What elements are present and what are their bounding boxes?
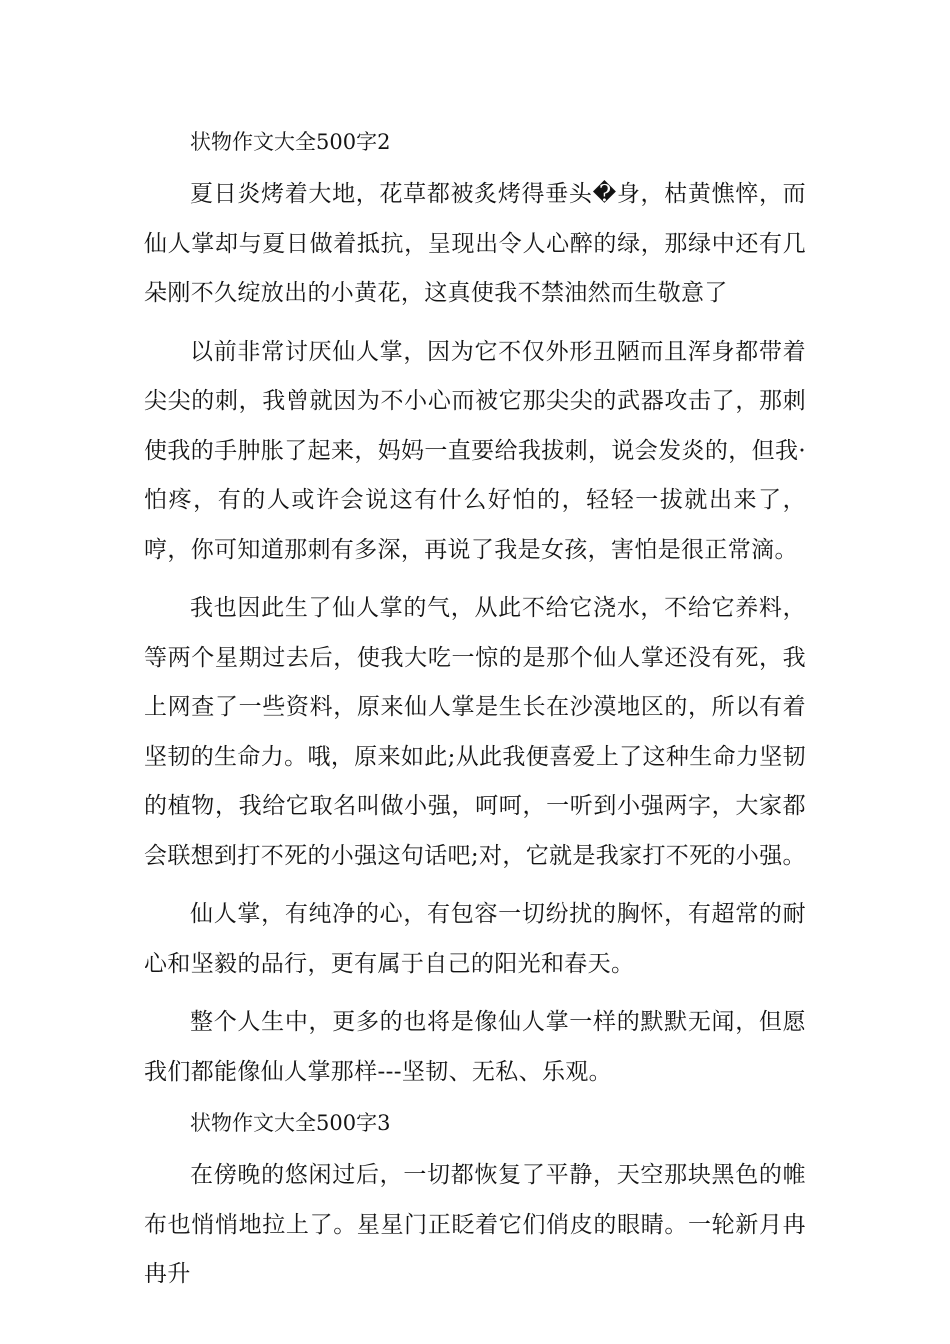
paragraph: 以前非常讨厌仙人掌，因为它不仅外形丑陋而且浑身都带着尖尖的刺，我曾就因为不小心而被它那尖尖的武器攻击了，那刺使我的手肿胀了起来，妈妈一直要给我拔刺，说会发炎的，但我·怕疼，有的人或许会说这有什么好怕的，轻轻一拔就出来了，哼，你可知道那刺有多深，再说了我是女孩，害怕是很正常滴。	[144, 338, 806, 563]
paragraph: 我也因此生了仙人掌的气，从此不给它浇水，不给它养料，等两个星期过去后，使我大吃一惊的是那个仙人掌还没有死，我上网查了一些资料，原来仙人掌是生长在沙漠地区的，所以有着坚韧的生命力。哦，原来如此;从此我便喜爱上了这种生命力坚韧的植物，我给它取名叫做小强，呵呵，一听到小强两字，大家都会联想到打不死的小强这句话吧;对，它就是我家打不死的小强。	[144, 595, 806, 869]
article-body	[144, 130, 806, 1300]
paragraph: 整个人生中，更多的也将是像仙人掌一样的默默无闻，但愿我们都能像仙人掌那样---坚韧、无私、乐观。	[144, 1009, 806, 1085]
paragraph: 夏日炎烤着大地，花草都被炙烤得垂头�身，枯黄憔悴，而仙人掌却与夏日做着抵抗，呈现出令人心醉的绿，那绿中还有几朵刚不久绽放出的小黄花，这真使我不禁油然而生敬意了	[144, 181, 806, 306]
section-heading-2: 状物作文大全500字2	[190, 130, 391, 154]
paragraph: 仙人掌，有纯净的心，有包容一切纷扰的胸怀，有超常的耐心和坚毅的品行，更有属于自己的阳光和春天。	[144, 901, 806, 977]
paragraph: 在傍晚的悠闲过后，一切都恢复了平静，天空那块黑色的帷布也悄悄地拉上了。星星门正眨着它们俏皮的眼睛。一轮新月冉冉升	[144, 1162, 806, 1287]
section-heading-3: 状物作文大全500字3	[190, 1111, 391, 1135]
